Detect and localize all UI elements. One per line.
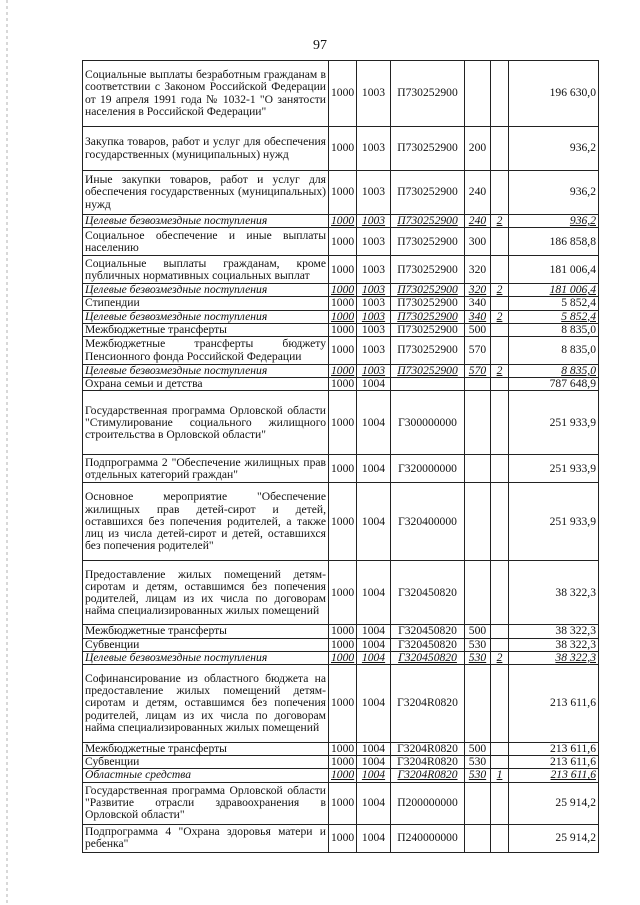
cell-vr xyxy=(465,782,491,824)
cell-sum: 8 835,0 xyxy=(509,365,599,378)
cell-vr: 200 xyxy=(465,127,491,171)
cell-src xyxy=(491,391,509,455)
cell-name: Подпрограмма 2 "Обеспечение жилищных прав отдельных категорий граждан" xyxy=(83,455,329,483)
cell-name: Государственная программа Орловской области "Развитие отрасли здравоохранения в Орловской области" xyxy=(83,782,329,824)
table-row xyxy=(83,337,599,365)
cell-vr: 340 xyxy=(465,310,491,323)
cell-sum: 936,2 xyxy=(509,171,599,215)
cell-sum: 936,2 xyxy=(509,127,599,171)
cell-src xyxy=(491,743,509,756)
cell-name: Государственная программа Орловской области "Стимулирование социального жилищного строительства в Орловской области" xyxy=(83,391,329,455)
cell-src xyxy=(491,337,509,365)
cell-vr: 570 xyxy=(465,337,491,365)
cell-vr: 530 xyxy=(465,769,491,782)
cell-sum: 38 322,3 xyxy=(509,638,599,651)
cell-sub: 1003 xyxy=(357,337,391,365)
cell-name: Субвенции xyxy=(83,638,329,651)
cell-vr: 530 xyxy=(465,638,491,651)
cell-vr xyxy=(465,391,491,455)
cell-sec: 1000 xyxy=(329,651,357,664)
table-row xyxy=(83,323,599,336)
cell-sub: 1004 xyxy=(357,561,391,625)
cell-csr: П730252900 xyxy=(391,284,465,297)
cell-vr: 500 xyxy=(465,323,491,336)
cell-sec: 1000 xyxy=(329,228,357,256)
cell-src: 2 xyxy=(491,284,509,297)
table-row xyxy=(83,638,599,651)
cell-sum: 25 914,2 xyxy=(509,782,599,824)
table-row xyxy=(83,365,599,378)
cell-csr: Г3204R0820 xyxy=(391,665,465,743)
cell-csr: Г320450820 xyxy=(391,651,465,664)
cell-sub: 1004 xyxy=(357,782,391,824)
cell-vr: 240 xyxy=(465,215,491,228)
cell-sec: 1000 xyxy=(329,455,357,483)
cell-vr xyxy=(465,61,491,127)
cell-vr: 570 xyxy=(465,365,491,378)
cell-sum: 787 648,9 xyxy=(509,378,599,391)
cell-csr: Г320450820 xyxy=(391,638,465,651)
cell-src xyxy=(491,782,509,824)
cell-sec: 1000 xyxy=(329,743,357,756)
table-row xyxy=(83,561,599,625)
cell-src: 1 xyxy=(491,769,509,782)
cell-sum: 196 630,0 xyxy=(509,61,599,127)
cell-sum: 8 835,0 xyxy=(509,337,599,365)
cell-sec: 1000 xyxy=(329,323,357,336)
cell-sum: 186 858,8 xyxy=(509,228,599,256)
cell-sec: 1000 xyxy=(329,171,357,215)
cell-vr: 500 xyxy=(465,625,491,638)
cell-name: Иные закупки товаров, работ и услуг для обеспечения государственных (муниципальных) нужд xyxy=(83,171,329,215)
table-row xyxy=(83,61,599,127)
cell-csr: Г3204R0820 xyxy=(391,743,465,756)
cell-name: Социальные выплаты безработным гражданам в соответствии с Законом Российской Федерации от 19 апреля 1991 года № 1032-1 "О занятости населения в Российской Федерации" xyxy=(83,61,329,127)
cell-sum: 38 322,3 xyxy=(509,651,599,664)
cell-name: Основное мероприятие "Обеспечение жилищных прав детей-сирот и детей, оставшихся без попечения родителей, а также лиц из числа детей-сирот и детей, оставшихся без попечения родителей" xyxy=(83,483,329,561)
cell-sec: 1000 xyxy=(329,756,357,769)
cell-vr: 320 xyxy=(465,284,491,297)
cell-sub: 1003 xyxy=(357,323,391,336)
cell-sec: 1000 xyxy=(329,483,357,561)
cell-src: 2 xyxy=(491,310,509,323)
table-row xyxy=(83,651,599,664)
cell-src xyxy=(491,455,509,483)
cell-sub: 1004 xyxy=(357,391,391,455)
cell-csr: Г320450820 xyxy=(391,561,465,625)
cell-csr: Г320000000 xyxy=(391,455,465,483)
cell-csr: П730252900 xyxy=(391,61,465,127)
table-row xyxy=(83,824,599,852)
table-row xyxy=(83,391,599,455)
cell-sub: 1003 xyxy=(357,215,391,228)
cell-src xyxy=(491,171,509,215)
cell-sec: 1000 xyxy=(329,824,357,852)
cell-name: Межбюджетные трансферты бюджету Пенсионного фонда Российской Федерации xyxy=(83,337,329,365)
cell-src xyxy=(491,824,509,852)
table-row xyxy=(83,756,599,769)
table-row xyxy=(83,625,599,638)
cell-src: 2 xyxy=(491,651,509,664)
cell-vr: 300 xyxy=(465,228,491,256)
cell-vr: 340 xyxy=(465,297,491,310)
scan-edge xyxy=(6,0,8,905)
cell-sec: 1000 xyxy=(329,665,357,743)
table-row xyxy=(83,782,599,824)
cell-csr: П730252900 xyxy=(391,127,465,171)
cell-csr: П730252900 xyxy=(391,215,465,228)
cell-name: Целевые безвозмездные поступления xyxy=(83,215,329,228)
cell-csr: П730252900 xyxy=(391,228,465,256)
cell-sec: 1000 xyxy=(329,391,357,455)
page-number: 97 xyxy=(313,38,327,53)
cell-src xyxy=(491,256,509,284)
cell-name: Охрана семьи и детства xyxy=(83,378,329,391)
cell-sum: 251 933,9 xyxy=(509,455,599,483)
cell-sec: 1000 xyxy=(329,365,357,378)
cell-csr: П730252900 xyxy=(391,256,465,284)
cell-sub: 1003 xyxy=(357,171,391,215)
cell-vr xyxy=(465,561,491,625)
table-row xyxy=(83,215,599,228)
cell-sub: 1003 xyxy=(357,256,391,284)
cell-sec: 1000 xyxy=(329,378,357,391)
cell-sum: 38 322,3 xyxy=(509,561,599,625)
table-row xyxy=(83,284,599,297)
cell-sub: 1004 xyxy=(357,378,391,391)
cell-vr xyxy=(465,483,491,561)
cell-name: Целевые безвозмездные поступления xyxy=(83,284,329,297)
cell-csr: П730252900 xyxy=(391,323,465,336)
cell-sec: 1000 xyxy=(329,284,357,297)
cell-name: Межбюджетные трансферты xyxy=(83,625,329,638)
cell-sum: 251 933,9 xyxy=(509,391,599,455)
cell-vr: 530 xyxy=(465,756,491,769)
cell-sec: 1000 xyxy=(329,127,357,171)
cell-src xyxy=(491,665,509,743)
cell-vr xyxy=(465,455,491,483)
cell-sub: 1004 xyxy=(357,756,391,769)
budget-table xyxy=(82,60,599,853)
cell-csr: П730252900 xyxy=(391,297,465,310)
cell-sec: 1000 xyxy=(329,256,357,284)
cell-vr xyxy=(465,824,491,852)
cell-name: Предоставление жилых помещений детям-сиротам и детям, оставшимся без попечения родителей, лицам из их числа по договорам найма специализированных жилых помещений xyxy=(83,561,329,625)
cell-sum: 213 611,6 xyxy=(509,769,599,782)
cell-sec: 1000 xyxy=(329,61,357,127)
table-row xyxy=(83,310,599,323)
cell-sum: 25 914,2 xyxy=(509,824,599,852)
cell-sub: 1003 xyxy=(357,297,391,310)
cell-vr: 500 xyxy=(465,743,491,756)
cell-sub: 1004 xyxy=(357,455,391,483)
cell-sub: 1003 xyxy=(357,284,391,297)
cell-name: Социальное обеспечение и иные выплаты населению xyxy=(83,228,329,256)
cell-name: Социальные выплаты гражданам, кроме публичных нормативных социальных выплат xyxy=(83,256,329,284)
cell-sub: 1004 xyxy=(357,743,391,756)
cell-vr: 240 xyxy=(465,171,491,215)
table-row xyxy=(83,297,599,310)
cell-name: Целевые безвозмездные поступления xyxy=(83,310,329,323)
cell-src: 2 xyxy=(491,365,509,378)
cell-src xyxy=(491,638,509,651)
cell-src xyxy=(491,378,509,391)
cell-csr: Г3204R0820 xyxy=(391,769,465,782)
cell-src: 2 xyxy=(491,215,509,228)
cell-csr: Г300000000 xyxy=(391,391,465,455)
cell-sub: 1004 xyxy=(357,625,391,638)
cell-sum: 8 835,0 xyxy=(509,323,599,336)
cell-src xyxy=(491,483,509,561)
cell-src xyxy=(491,228,509,256)
cell-sec: 1000 xyxy=(329,625,357,638)
cell-vr: 320 xyxy=(465,256,491,284)
cell-sub: 1003 xyxy=(357,228,391,256)
cell-name: Межбюджетные трансферты xyxy=(83,323,329,336)
cell-vr: 530 xyxy=(465,651,491,664)
cell-csr: П240000000 xyxy=(391,824,465,852)
cell-sum: 5 852,4 xyxy=(509,297,599,310)
cell-name: Целевые безвозмездные поступления xyxy=(83,365,329,378)
cell-csr: Г320400000 xyxy=(391,483,465,561)
cell-src xyxy=(491,127,509,171)
cell-src xyxy=(491,625,509,638)
cell-name: Софинансирование из областного бюджета на предоставление жилых помещений детям-сиротам и детям, оставшимся без попечения родителей, лицам из их числа по договорам найма специализированных жилых помещений xyxy=(83,665,329,743)
cell-src xyxy=(491,323,509,336)
table-row xyxy=(83,483,599,561)
cell-sec: 1000 xyxy=(329,782,357,824)
cell-sub: 1004 xyxy=(357,769,391,782)
cell-sum: 181 006,4 xyxy=(509,256,599,284)
cell-name: Подпрограмма 4 "Охрана здоровья матери и ребенка" xyxy=(83,824,329,852)
cell-src xyxy=(491,61,509,127)
cell-sec: 1000 xyxy=(329,638,357,651)
cell-sum: 213 611,6 xyxy=(509,665,599,743)
table-row xyxy=(83,743,599,756)
cell-sec: 1000 xyxy=(329,310,357,323)
cell-sub: 1004 xyxy=(357,638,391,651)
table-row xyxy=(83,455,599,483)
cell-vr xyxy=(465,665,491,743)
cell-csr xyxy=(391,378,465,391)
cell-vr xyxy=(465,378,491,391)
cell-sum: 181 006,4 xyxy=(509,284,599,297)
cell-sec: 1000 xyxy=(329,769,357,782)
table-row xyxy=(83,769,599,782)
cell-csr: П730252900 xyxy=(391,310,465,323)
cell-sec: 1000 xyxy=(329,297,357,310)
cell-sec: 1000 xyxy=(329,337,357,365)
cell-sum: 251 933,9 xyxy=(509,483,599,561)
cell-sum: 213 611,6 xyxy=(509,743,599,756)
cell-src xyxy=(491,561,509,625)
table-row xyxy=(83,228,599,256)
cell-name: Закупка товаров, работ и услуг для обеспечения государственных (муниципальных) нужд xyxy=(83,127,329,171)
cell-csr: П200000000 xyxy=(391,782,465,824)
cell-sub: 1003 xyxy=(357,365,391,378)
cell-src xyxy=(491,297,509,310)
cell-sub: 1003 xyxy=(357,61,391,127)
cell-csr: П730252900 xyxy=(391,365,465,378)
cell-sec: 1000 xyxy=(329,215,357,228)
cell-sum: 5 852,4 xyxy=(509,310,599,323)
cell-sub: 1003 xyxy=(357,310,391,323)
cell-sum: 38 322,3 xyxy=(509,625,599,638)
cell-name: Субвенции xyxy=(83,756,329,769)
cell-sum: 213 611,6 xyxy=(509,756,599,769)
cell-src xyxy=(491,756,509,769)
cell-sub: 1004 xyxy=(357,665,391,743)
cell-sub: 1004 xyxy=(357,483,391,561)
table-row xyxy=(83,127,599,171)
cell-name: Областные средства xyxy=(83,769,329,782)
cell-name: Стипендии xyxy=(83,297,329,310)
cell-csr: Г320450820 xyxy=(391,625,465,638)
cell-csr: П730252900 xyxy=(391,337,465,365)
table-row xyxy=(83,171,599,215)
cell-name: Межбюджетные трансферты xyxy=(83,743,329,756)
cell-sub: 1004 xyxy=(357,824,391,852)
cell-sec: 1000 xyxy=(329,561,357,625)
cell-csr: П730252900 xyxy=(391,171,465,215)
cell-name: Целевые безвозмездные поступления xyxy=(83,651,329,664)
cell-csr: Г3204R0820 xyxy=(391,756,465,769)
table-row xyxy=(83,256,599,284)
cell-sub: 1003 xyxy=(357,127,391,171)
table-row xyxy=(83,665,599,743)
cell-sum: 936,2 xyxy=(509,215,599,228)
table-row xyxy=(83,378,599,391)
cell-sub: 1004 xyxy=(357,651,391,664)
